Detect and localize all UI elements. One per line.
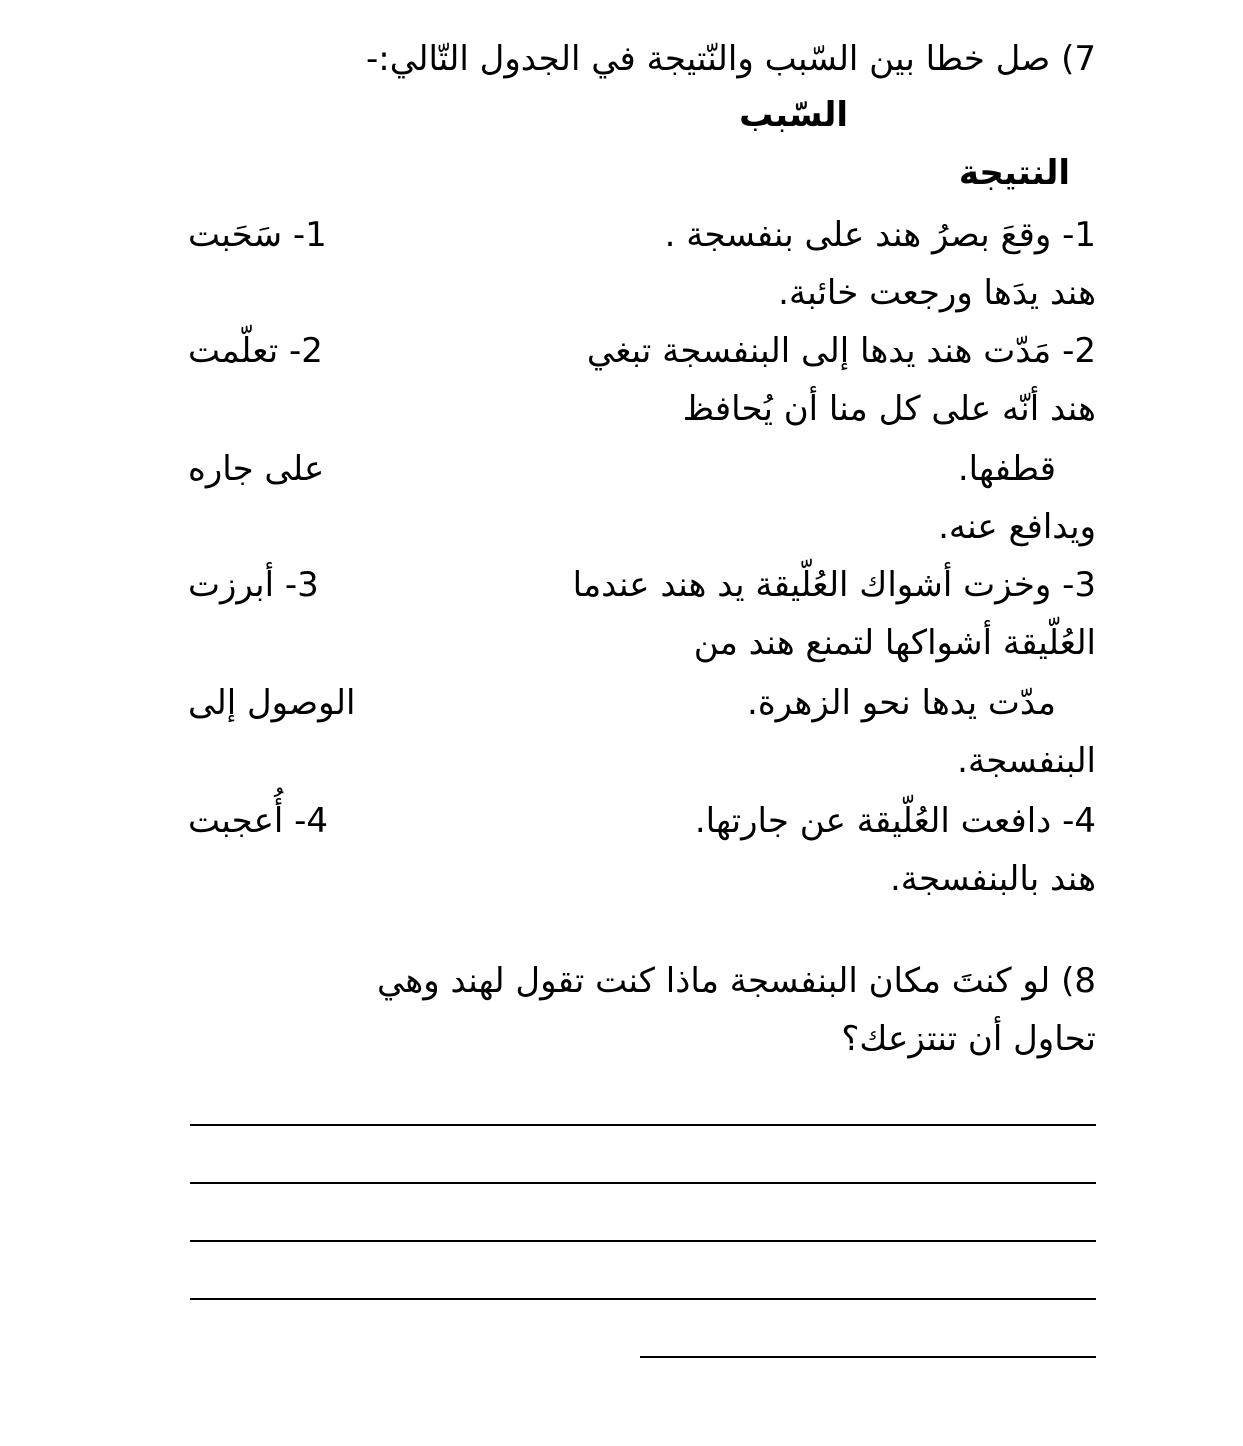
cause-3-line-3: مدّت يدها نحو الزهرة.: [747, 683, 1056, 723]
cause-1-line-2: هند يدَها ورجعت خائبة.: [778, 273, 1096, 313]
answer-line[interactable]: [190, 1182, 1096, 1184]
result-2-line-3: على جاره: [188, 449, 325, 489]
answer-line[interactable]: [640, 1356, 1096, 1358]
question8-line-1: 8) لو كنتَ مكان البنفسجة ماذا كنت تقول لهند وهي: [376, 961, 1096, 1001]
cause-3-line-2: العُلّيقة أشواكها لتمنع هند من: [693, 623, 1096, 663]
cause-1-line-1: 1- وقعَ بصرُ هند على بنفسجة .: [664, 215, 1096, 255]
cause-3-line-1: 3- وخزت أشواك العُلّيقة يد هند عندما: [572, 565, 1096, 605]
cause-4-line-1: 4- دافعت العُلّيقة عن جارتها.: [694, 801, 1096, 841]
cause-4-line-2: هند بالبنفسجة.: [889, 859, 1096, 899]
answer-line[interactable]: [190, 1298, 1096, 1300]
result-3-line-1: 3- أبرزت: [188, 565, 319, 605]
cause-2-line-2: هند أنّه على كل منا أن يُحافظ: [682, 389, 1096, 429]
answer-line[interactable]: [190, 1124, 1096, 1126]
cause-3-line-4: البنفسجة.: [957, 741, 1096, 781]
result-1-line-1: 1- سَحَبت: [188, 215, 327, 255]
result-3-line-3: الوصول إلى: [188, 683, 356, 723]
answer-line[interactable]: [190, 1240, 1096, 1242]
result-2-line-1: 2- تعلّمت: [188, 331, 323, 371]
cause-2-line-3: قطفها.: [957, 449, 1056, 489]
cause-2-line-1: 2- مَدّت هند يدها إلى البنفسجة تبغي: [586, 331, 1096, 371]
question7-title: 7) صل خطا بين السّبب والنّتيجة في الجدول التّالي:-: [366, 39, 1096, 79]
cause-header: السّبب: [739, 95, 848, 135]
question8-line-2: تحاول أن تنتزعك؟: [841, 1019, 1096, 1059]
cause-2-line-4: ويدافع عنه.: [938, 507, 1096, 547]
result-4-line-1: 4- أُعجبت: [188, 801, 329, 841]
result-header: النتيجة: [958, 153, 1070, 193]
